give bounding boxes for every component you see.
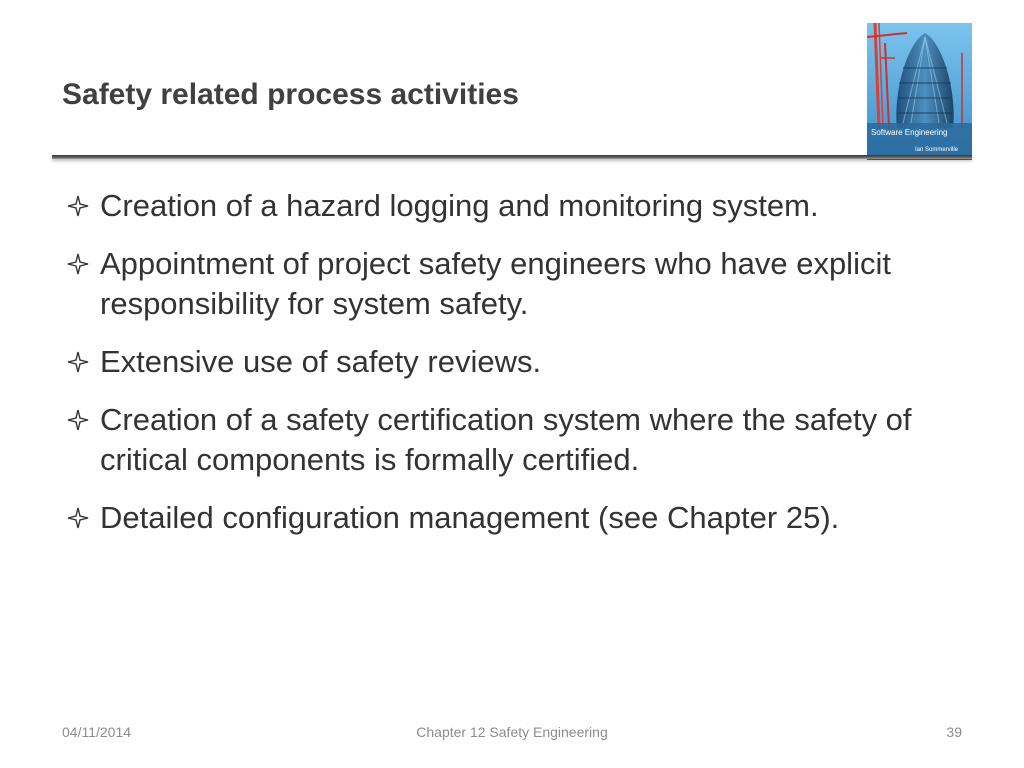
four-point-star-outline-icon — [66, 408, 90, 432]
bullet-text: Detailed configuration management (see Chapter 25). — [100, 500, 840, 535]
book-cover-illustration — [867, 23, 972, 160]
footer-chapter: Chapter 12 Safety Engineering — [416, 724, 608, 740]
bullet-text: Extensive use of safety reviews. — [100, 344, 542, 379]
book-cover-title: Software Engineering — [871, 128, 948, 137]
four-point-star-outline-icon — [66, 194, 90, 218]
four-point-star-outline-icon — [66, 350, 90, 374]
slide-title: Safety related process activities — [62, 78, 519, 111]
book-cover-image — [867, 23, 972, 160]
bullet-text: Appointment of project safety engineers who have explicit responsibility for system safety. — [100, 246, 891, 321]
bullet-item — [62, 342, 972, 382]
four-point-star-outline-icon — [66, 252, 90, 276]
bullet-item — [62, 400, 972, 480]
four-point-star-outline-icon — [66, 506, 90, 530]
bullet-text: Creation of a hazard logging and monitoring system. — [100, 188, 819, 223]
footer-date: 04/11/2014 — [62, 724, 132, 740]
bullet-item — [62, 498, 972, 538]
bullet-list — [62, 186, 972, 556]
book-cover-author: Ian Sommerville — [915, 147, 959, 153]
bullet-item — [62, 244, 972, 324]
page-number: 39 — [946, 724, 962, 740]
title-divider — [52, 155, 972, 159]
bullet-item — [62, 186, 972, 226]
bullet-text: Creation of a safety certification system where the safety of critical components is formally certified. — [100, 402, 912, 477]
